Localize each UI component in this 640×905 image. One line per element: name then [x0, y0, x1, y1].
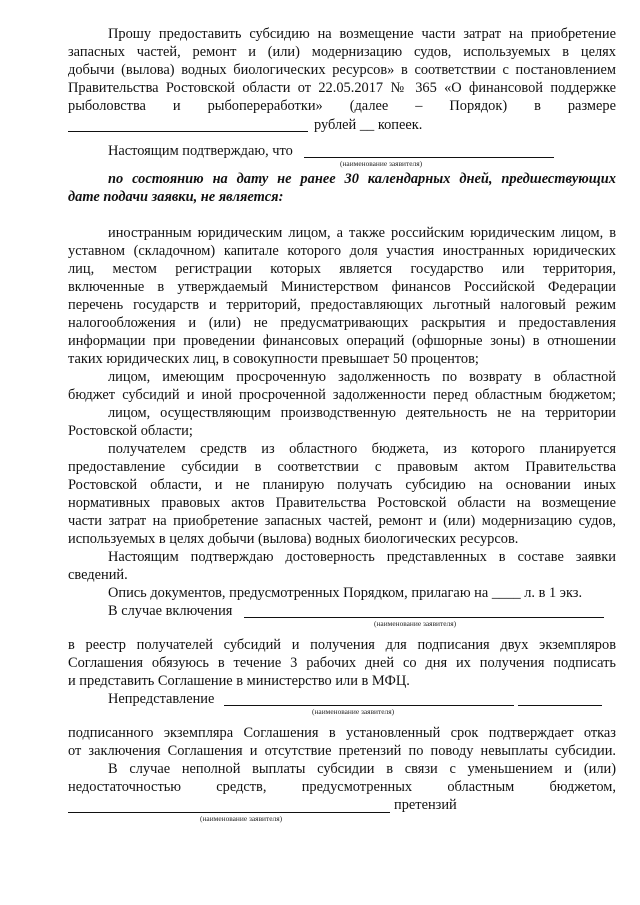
- amount-blank-line: [68, 131, 308, 132]
- text-line: по состоянию на дату не ранее 30 календарных дней, предшествующих: [108, 171, 616, 187]
- text-line: Опись документов, предусмотренных Порядком, прилагаю на ____ л. в 1 экз.: [108, 585, 583, 601]
- text-line: лицом, имеющим просроченную задолженность по возврату в областной: [108, 369, 616, 385]
- text-line: предоставление субсидии в соответствии с правовым актом Правительства: [68, 459, 616, 475]
- text-line: В случае неполной выплаты субсидии в связи с уменьшением и (или): [108, 761, 616, 777]
- applicant-name-blank-line: [244, 617, 604, 618]
- text-line: сведений.: [68, 567, 128, 583]
- text-line: перечень государств и территорий, предоставляющих льготный налоговый режим: [68, 297, 616, 313]
- text-line: лицом, осуществляющим производственную деятельность не на территории: [108, 405, 616, 421]
- text-line: и представить Соглашение в министерство или в МФЦ.: [68, 673, 410, 689]
- field-caption: (наименование заявителя): [312, 707, 395, 716]
- text-line: В случае включения: [108, 603, 233, 619]
- text-line: Прошу предоставить субсидию на возмещение части затрат на приобретение: [108, 26, 616, 42]
- text-line: рыболовства и рыбопереработки» (далее – Порядок) в размере: [68, 98, 616, 114]
- text-line: от заключения Соглашения и отсутствие претензий по поводу невыплаты субсидии.: [68, 743, 616, 759]
- text-line: Настоящим подтверждаю достоверность представленных в составе заявки: [108, 549, 616, 565]
- text-line: уставном (складочном) капитале которого доля участия иностранных юридических: [68, 243, 616, 259]
- text-line: Соглашения обязуюсь в течение 3 рабочих дней со дня их получения подписать: [68, 655, 616, 671]
- text-line: претензий: [394, 797, 457, 813]
- text-line: Настоящим подтверждаю, что: [108, 143, 293, 159]
- blank-line: [518, 705, 602, 706]
- text-line: дате подачи заявки, не является:: [68, 189, 284, 205]
- text-line: нормативных правовых актов Правительства Ростовской области на возмещение: [68, 495, 616, 511]
- text-line: запасных частей, ремонт и (или) модернизацию судов, используемых в целях: [68, 44, 616, 60]
- text-line: Ростовской области;: [68, 423, 193, 439]
- field-caption: (наименование заявителя): [340, 159, 423, 168]
- field-caption: (наименование заявителя): [200, 814, 283, 823]
- applicant-name-blank-line: [304, 157, 554, 158]
- text-line: Непредставление: [108, 691, 215, 707]
- text-line: недостаточностью средств, предусмотренных областным бюджетом,: [68, 779, 616, 795]
- field-caption: (наименование заявителя): [374, 619, 457, 628]
- text-line: включенные в утверждаемый Министерством финансов Российской Федерации: [68, 279, 616, 295]
- text-line: добычи (вылова) водных биологических ресурсов» в соответствии с постановлением: [68, 62, 616, 78]
- text-line: таких юридических лиц, в совокупности превышает 50 процентов;: [68, 351, 479, 367]
- applicant-name-blank-line: [224, 705, 514, 706]
- text-line: налогообложения и (или) не предусматривающих раскрытия и предоставления: [68, 315, 616, 331]
- text-line: лиц, местом регистрации которых является государство или территория,: [68, 261, 616, 277]
- text-line: подписанного экземпляра Соглашения в установленный срок подтверждает отказ: [68, 725, 616, 741]
- applicant-name-blank-line: [68, 812, 390, 813]
- text-line: в реестр получателей субсидий и получения для подписания двух экземпляров: [68, 637, 616, 653]
- text-line: информации при проведении финансовых операций (офшорные зоны) в отношении: [68, 333, 616, 349]
- text-line: бюджет субсидий и иной просроченной задолженности перед областным бюджетом;: [68, 387, 616, 403]
- text-line: Ростовской области, и не планирую получать субсидию на основании иных: [68, 477, 616, 493]
- text-line: используемых в целях добычи (вылова) водных биологических ресурсов.: [68, 531, 519, 547]
- text-line: Правительства Ростовской области от 22.05.2017 № 365 «О финансовой поддержке: [68, 80, 616, 96]
- text-line: получателем средств из областного бюджета, из которого планируется: [108, 441, 616, 457]
- text-line: части затрат на приобретение запасных частей, ремонт и (или) модернизацию судов,: [68, 513, 616, 529]
- text-line: иностранным юридическим лицом, а также российским юридическим лицом, в: [108, 225, 616, 241]
- text-line: рублей __ копеек.: [314, 117, 423, 133]
